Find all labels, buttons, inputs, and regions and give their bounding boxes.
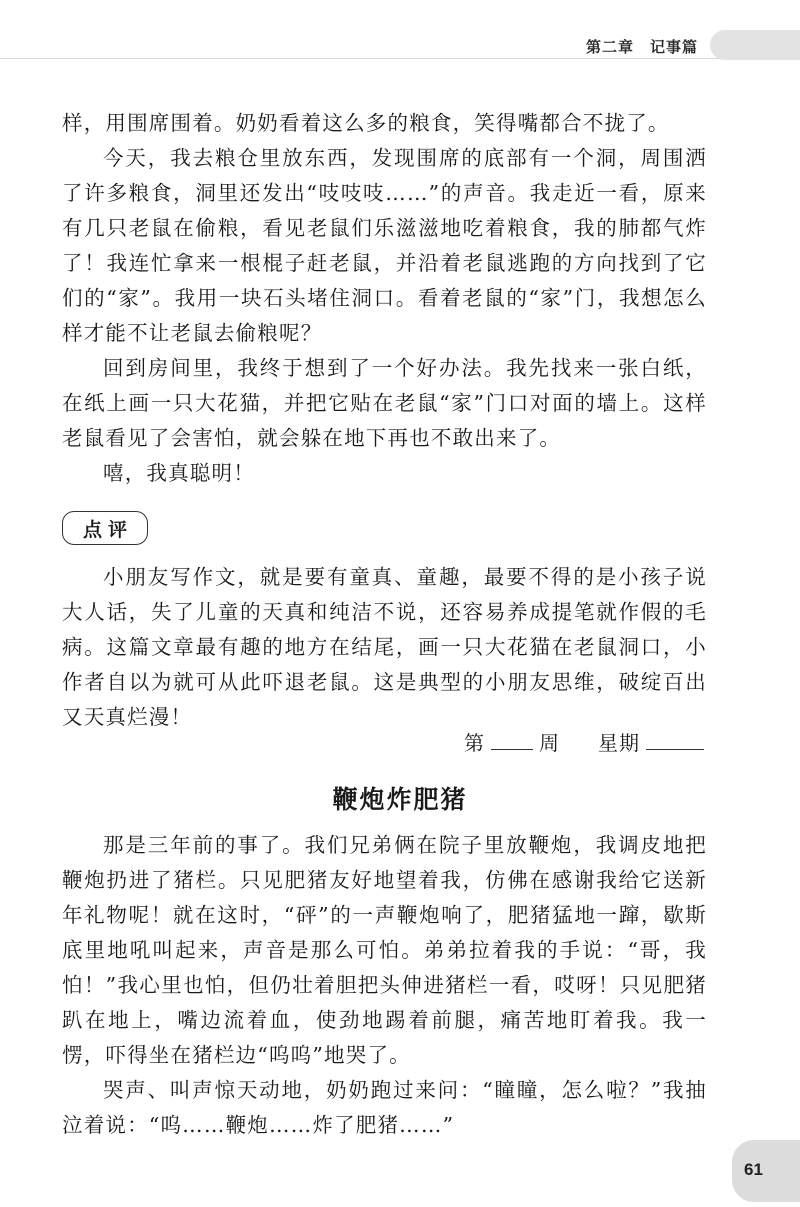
review-text: 小朋友写作文，就是要有童真、童趣，最要不得的是小孩子说大人话，失了儿童的天真和纯洁不说，还容易养成提笔就作假的毛病。这篇文章最有趣的地方在结尾，画一只大花猫在老鼠洞口，小作者自以为就可从此吓退老鼠。这是典型的小朋友思维，破绽百出又天真烂漫！ [62, 565, 707, 729]
week-suffix: 周 [539, 731, 560, 755]
essay-paragraph: 哭声、叫声惊天动地，奶奶跑过来问：“瞳瞳，怎么啦？”我抽泣着说：“呜……鞭炮……炸了肥猪……” [62, 1078, 707, 1137]
week-line [464, 727, 704, 756]
review-badge: 点评 [62, 511, 148, 545]
page-number-tab [732, 1140, 800, 1202]
essay-paragraph: 那是三年前的事了。我们兄弟俩在院子里放鞭炮，我调皮地把鞭炮扔进了猪栏。只见肥猪友好地望着我，仿佛在感谢我给它送新年礼物呢！就在这时，“砰”的一声鞭炮响了，肥猪猛地一蹿，歇斯底里地吼叫起来，声音是那么可怕。弟弟拉着我的手说：“哥，我怕！”我心里也怕，但仍壮着胆把头伸进猪栏一看，哎呀！只见肥猪趴在地上，嘴边流着血，使劲地踢着前腿，痛苦地盯着我。我一愣，吓得坐在猪栏边“呜呜”地哭了。 [62, 833, 707, 1067]
story-continued [62, 106, 707, 491]
weekday-blank [646, 731, 704, 750]
story-paragraph: 今天，我去粮仓里放东西，发现围席的底部有一个洞，周围洒了许多粮食，洞里还发出“吱吱吱……”的声音。我走近一看，原来有几只老鼠在偷粮，看见老鼠们乐滋滋地吃着粮食，我的肺都气炸了！我连忙拿来一根棍子赶老鼠，并沿着老鼠逃跑的方向找到了它们的“家”。我用一块石头堵住洞口。看着老鼠的“家”门，我想怎么样才能不让老鼠去偷粮呢？ [62, 146, 707, 345]
chapter-title: 第二章 记事篇 [585, 38, 698, 56]
week-prefix: 第 [464, 731, 485, 755]
essay-title: 鞭炮炸肥猪 [332, 785, 468, 814]
story-paragraph: 样，用围席围着。奶奶看着这么多的粮食，笑得嘴都合不拢了。 [62, 111, 670, 135]
story-paragraph: 回到房间里，我终于想到了一个好办法。我先找来一张白纸，在纸上画一只大花猫，并把它贴在老鼠“家”门口对面的墙上。这样老鼠看见了会害怕，就会躲在地下再也不敢出来了。 [62, 356, 707, 450]
header-rule [0, 58, 800, 59]
week-blank [491, 731, 533, 750]
weekday-label: 星期 [598, 731, 640, 755]
page-number: 61 [744, 1160, 763, 1179]
review-section [62, 560, 707, 735]
story-paragraph: 嘻，我真聪明！ [103, 461, 255, 485]
essay-body [62, 828, 707, 1143]
header-tab [710, 30, 800, 60]
